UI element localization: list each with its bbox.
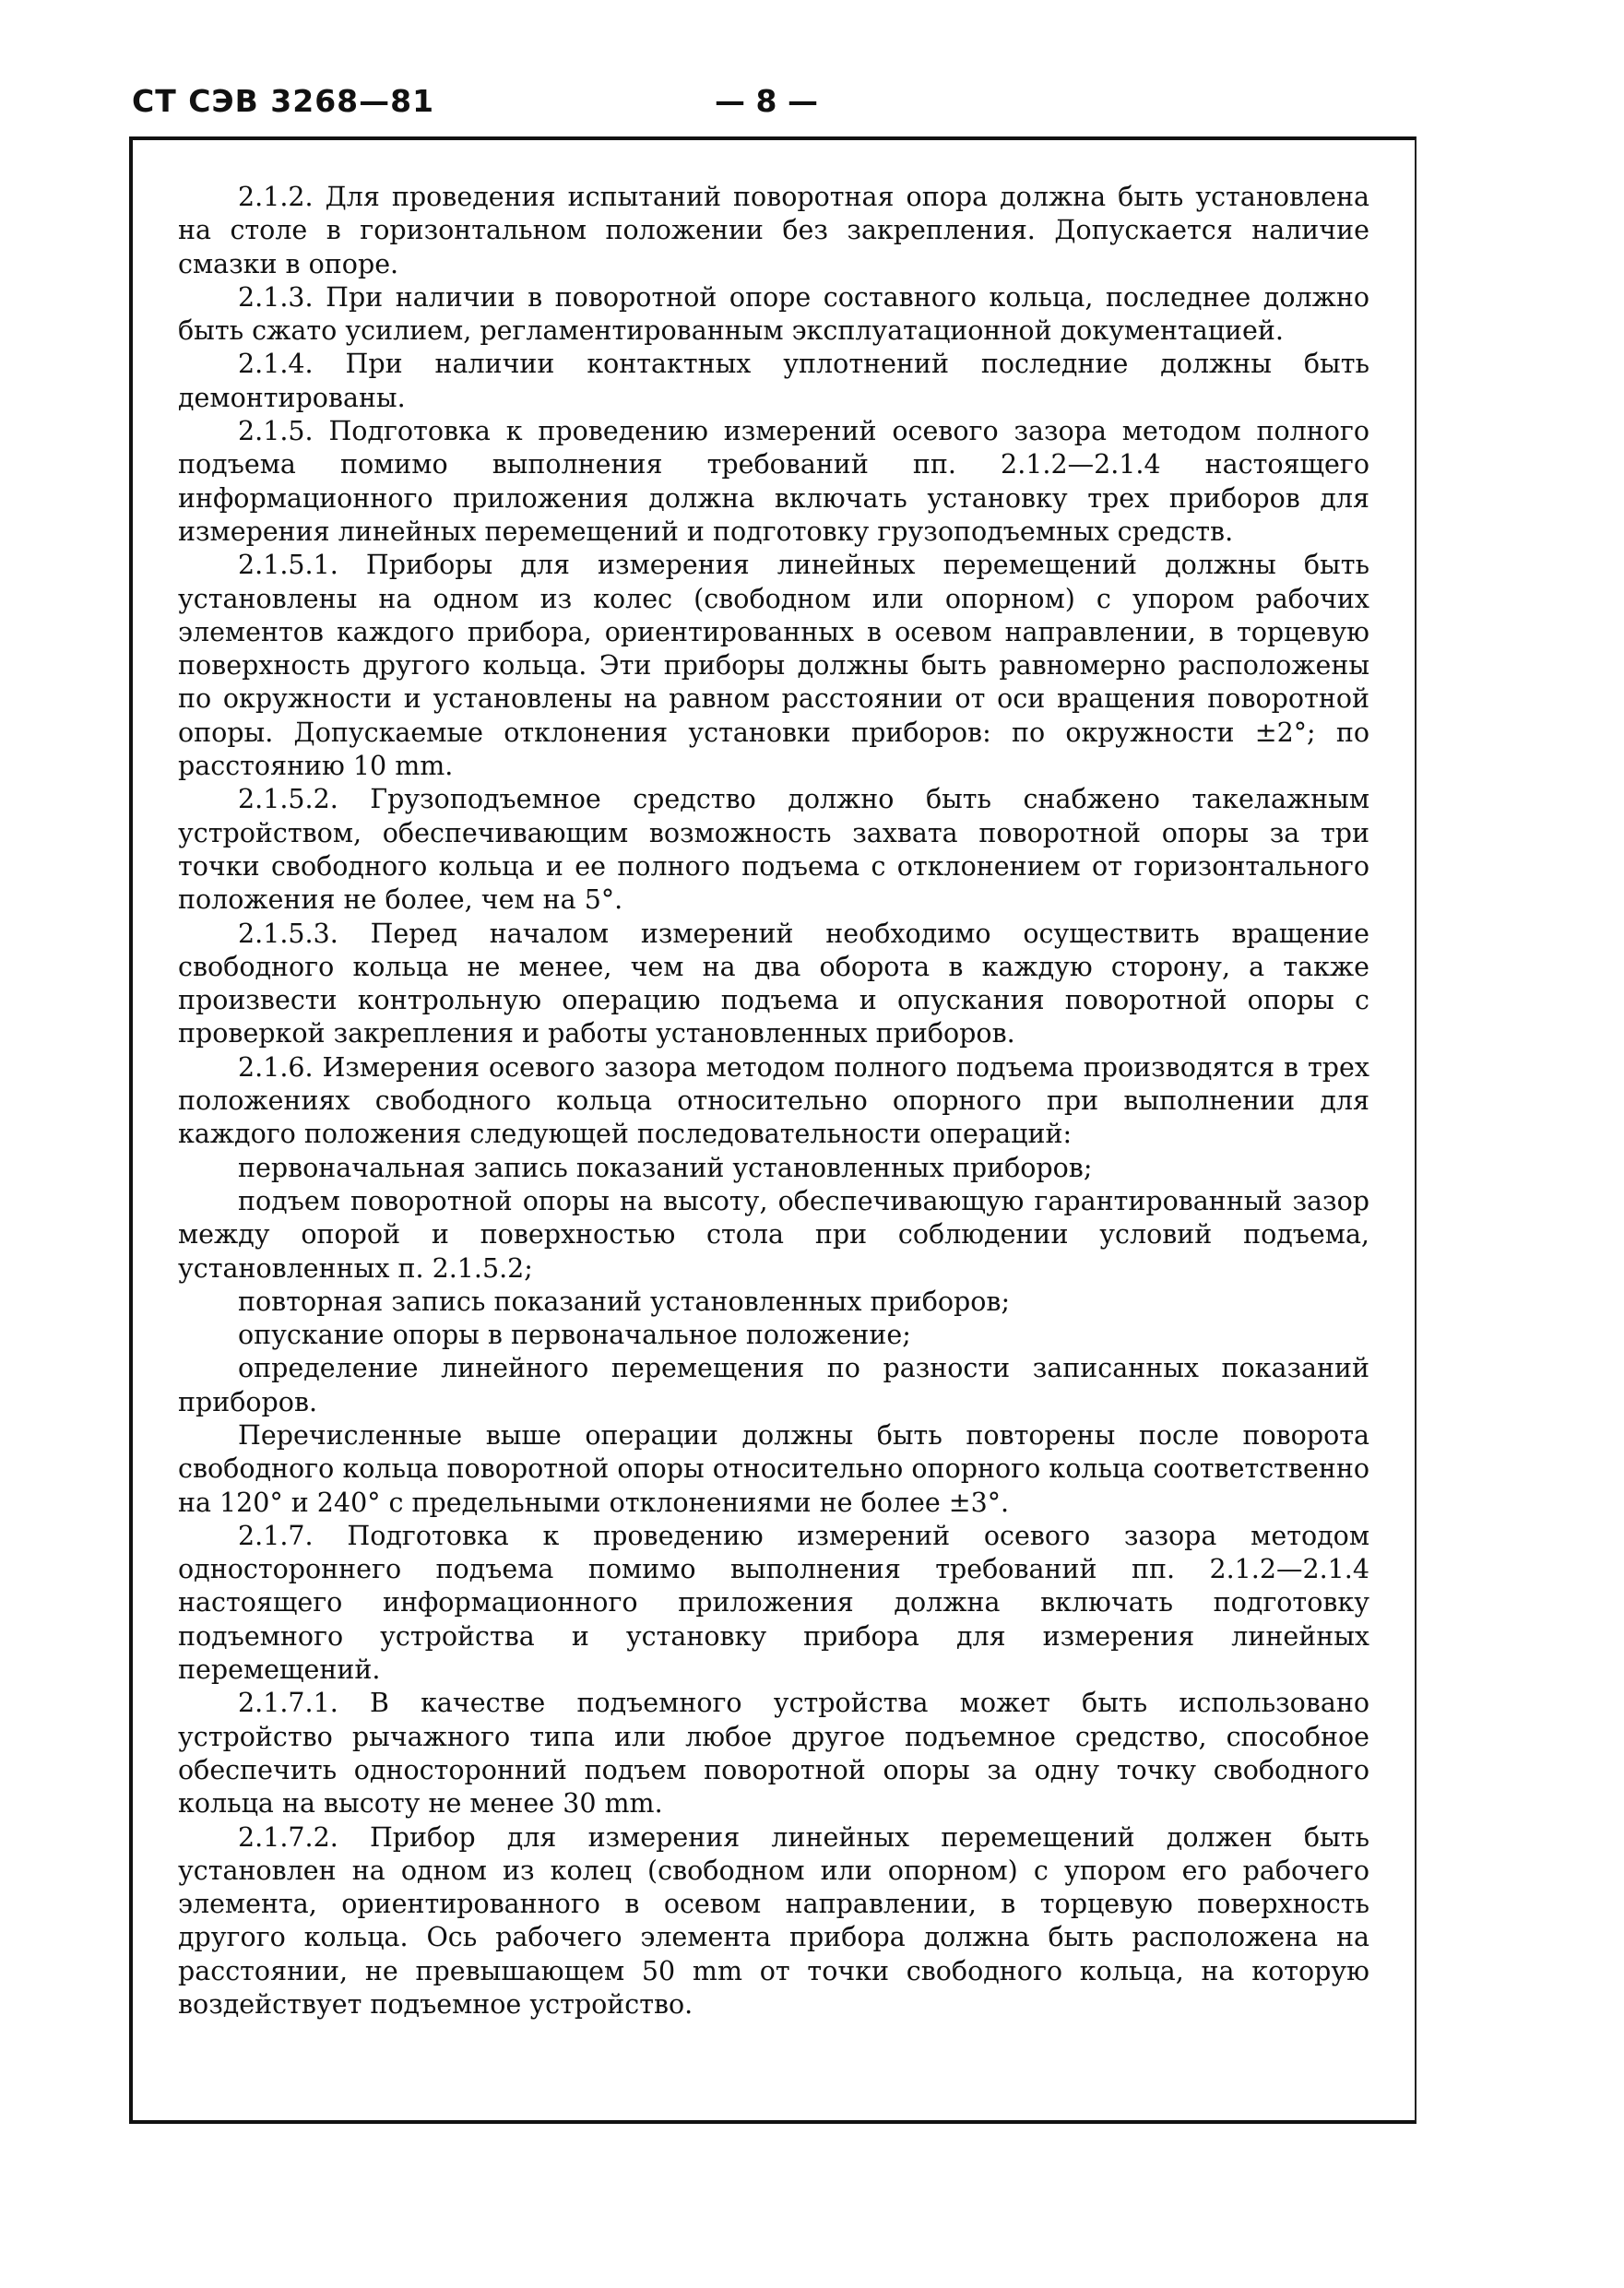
page-number: — 8 — <box>715 83 818 119</box>
paragraph-2-1-5-1: 2.1.5.1. Приборы для измерения линейных перемещений должны быть установлены на одном из колес (свободном или опорном) с упором рабочих элементов каждого прибора, ориентированных в осевом направлении, в торцевую поверхность другого кольца. Эти приборы должны быть равномерно расположены по окружности и установлены на равном расстоянии от оси вращения поворотной опоры. Допускаемые отклонения установки приборов: по окружности ±2°; по расстоянию 10 mm. <box>178 550 1369 782</box>
paragraph-2-1-5: 2.1.5. Подготовка к проведению измерений осевого зазора методом полного подъема помимо выполнения требований пп. 2.1.2—2.1.4 настоящего информационного приложения должна включать установку трех приборов для измерения линейных перемещений и подготовку грузоподъемных средств. <box>178 416 1369 547</box>
operation-step-5: определение линейного перемещения по разности записанных показаний приборов. <box>178 1353 1369 1417</box>
operation-step-3: повторная запись показаний установленных приборов; <box>238 1286 1011 1317</box>
paragraph-repeat-note: Перечисленные выше операции должны быть повторены после поворота свободного кольца поворотной опоры относительно опорного кольца соответственно на 120° и 240° с предельными отклонениями не более ±3°. <box>178 1419 1369 1518</box>
document-body <box>178 181 1369 2021</box>
paragraph-2-1-7-2: 2.1.7.2. Прибор для измерения линейных перемещений должен быть установлен на одном из колец (свободном или опорном) с упором его рабочего элемента, ориентированного в осевом направлении, в торцевую поверхность другого кольца. Ось рабочего элемента прибора должна быть расположена на расстоянии, не превышающем 50 mm от точки свободного кольца, на которую воздействует подъемное устройство. <box>178 1821 1369 2021</box>
operation-step-1: первоначальная запись показаний установленных приборов; <box>238 1152 1093 1183</box>
paragraph-2-1-3: 2.1.3. При наличии в поворотной опоре составного кольца, последнее должно быть сжато усилием, регламентированным эксплуатационной документацией. <box>178 281 1369 347</box>
operation-step-2: подъем поворотной опоры на высоту, обеспечивающую гарантированный зазор между опорой и поверхностью стола при соблюдении условий подъема, установленных п. 2.1.5.2; <box>178 1185 1369 1284</box>
operation-step-4: опускание опоры в первоначальное положение; <box>238 1320 911 1351</box>
paragraph-2-1-7: 2.1.7. Подготовка к проведению измерений осевого зазора методом одностороннего подъема помимо выполнения требований пп. 2.1.2—2.1.4 настоящего информационного приложения должна включать подготовку подъемного устройства и установку прибора для измерения линейных перемещений. <box>178 1520 1369 1686</box>
document-code: СТ СЭВ 3268—81 <box>132 83 435 119</box>
paragraph-2-1-7-1: 2.1.7.1. В качестве подъемного устройства может быть использовано устройство рычажного типа или любое другое подъемное средство, способное обеспечить односторонний подъем поворотной опоры за одну точку свободного кольца на высоту не менее 30 mm. <box>178 1688 1369 1820</box>
paragraph-2-1-2: 2.1.2. Для проведения испытаний поворотная опора должна быть установлена на столе в горизонтальном положении без закрепления. Допускается наличие смазки в опоре. <box>178 182 1369 279</box>
paragraph-2-1-6: 2.1.6. Измерения осевого зазора методом полного подъема производятся в трех положениях свободного кольца относительно опорного при выполнении для каждого положения следующей последовательности операций: <box>178 1051 1369 1150</box>
paragraph-2-1-4: 2.1.4. При наличии контактных уплотнений последние должны быть демонтированы. <box>178 349 1369 413</box>
paragraph-2-1-5-3: 2.1.5.3. Перед началом измерений необходимо осуществить вращение свободного кольца не менее, чем на два оборота в каждую сторону, а также произвести контрольную операцию подъема и опускания поворотной опоры с проверкой закрепления и работы установленных приборов. <box>178 918 1369 1049</box>
paragraph-2-1-5-2: 2.1.5.2. Грузоподъемное средство должно быть снабжено такелажным устройством, обеспечивающим возможность захвата поворотной опоры за три точки свободного кольца и ее полного подъема с отклонением от горизонтального положения не более, чем на 5°. <box>178 784 1369 916</box>
